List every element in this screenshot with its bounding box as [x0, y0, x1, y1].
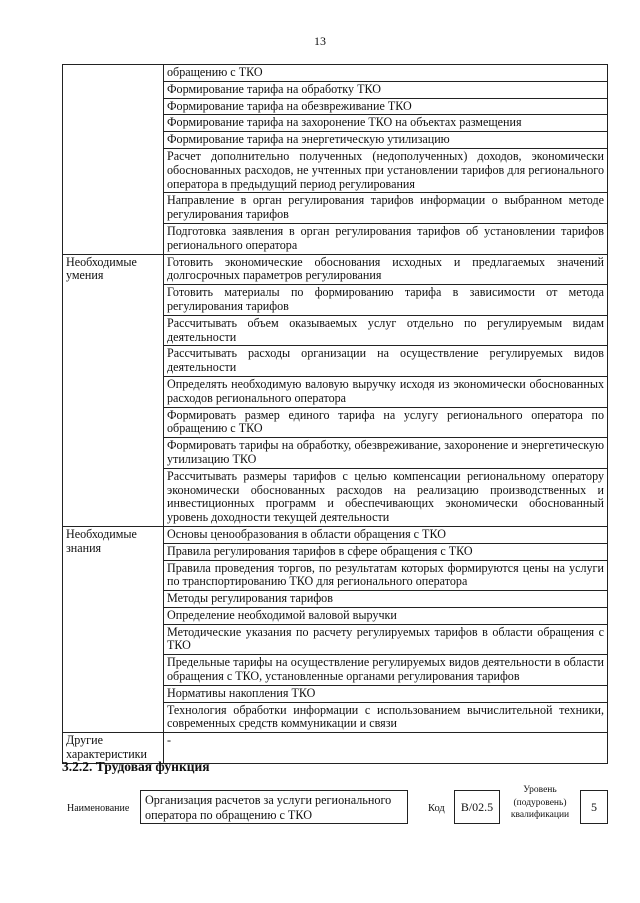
- table-cell: Формирование тарифа на захоронение ТКО на объектах размещения: [164, 115, 608, 132]
- section-heading: 3.2.2. Трудовая функция: [62, 759, 210, 774]
- level-box: 5: [580, 790, 608, 824]
- row-group-label: [63, 65, 164, 255]
- table-cell: обращению с ТКО: [164, 65, 608, 82]
- row-group-label: Необходимые знания: [63, 526, 164, 732]
- table-cell: Формирование тарифа на обезвреживание ТКО: [164, 98, 608, 115]
- table-cell: Подготовка заявления в орган регулирования тарифов об установлении тарифов регионального оператора: [164, 223, 608, 254]
- labor-function-row: [62, 785, 608, 830]
- table-cell: Формировать размер единого тарифа на услугу регионального оператора по обращению с ТКО: [164, 407, 608, 438]
- name-label: Наименование: [67, 803, 130, 814]
- table-cell: Предельные тарифы на осуществление регулируемых видов деятельности в области обращения с ТКО, установленные органами регулирования тарифов: [164, 655, 608, 686]
- table-row: [63, 65, 608, 82]
- function-name-box: Организация расчетов за услуги регионального оператора по обращению с ТКО: [140, 790, 408, 824]
- table-cell: -: [164, 733, 608, 764]
- table-cell: Формировать тарифы на обработку, обезвреживание, захоронение и энергетическую утилизацию ТКО: [164, 438, 608, 469]
- table-row: [63, 254, 608, 285]
- table-cell: Готовить экономические обоснования исходных и предлагаемых значений долгосрочных параметров регулирования: [164, 254, 608, 285]
- table-cell: Нормативы накопления ТКО: [164, 685, 608, 702]
- competency-table: [62, 64, 608, 764]
- table-cell: Расчет дополнительно полученных (недополученных) доходов, экономически обоснованных расходов, не учтенных при установлении тарифов для регионального оператора в предыдущий период регулирования: [164, 148, 608, 192]
- table-cell: Направление в орган регулирования тарифов информации о выбранном методе регулирования тарифов: [164, 193, 608, 224]
- table-cell: Основы ценообразования в области обращения с ТКО: [164, 526, 608, 543]
- table-cell: Методы регулирования тарифов: [164, 591, 608, 608]
- code-box: B/02.5: [454, 790, 500, 824]
- table-cell: Рассчитывать размеры тарифов с целью компенсации региональному оператору экономически обоснованных расходов на реализацию производственных и инвестиционных программ и обеспечивающих экономически обоснованный уровень доходности текущей деятельности: [164, 468, 608, 526]
- table-cell: Определение необходимой валовой выручки: [164, 607, 608, 624]
- table-cell: Определять необходимую валовую выручку исходя из экономически обоснованных расходов регионального оператора: [164, 376, 608, 407]
- table-cell: Формирование тарифа на обработку ТКО: [164, 81, 608, 98]
- row-group-label: Другие характеристики: [63, 733, 164, 764]
- row-group-label: Необходимые умения: [63, 254, 164, 526]
- table-cell: Формирование тарифа на энергетическую утилизацию: [164, 132, 608, 149]
- table-cell: Готовить материалы по формированию тарифа в зависимости от метода регулирования тарифов: [164, 285, 608, 316]
- table-cell: Технология обработки информации с использованием вычислительной техники, современных средств коммуникации и связи: [164, 702, 608, 733]
- level-label-line1: Уровень: [523, 785, 557, 795]
- table-cell: Методические указания по расчету регулируемых тарифов в области обращения с ТКО: [164, 624, 608, 655]
- qualification-level-label: [506, 784, 574, 822]
- page-number: 13: [314, 34, 326, 48]
- table-cell: Правила проведения торгов, по результатам которых формируются цены на услуги по транспортированию ТКО для регионального оператора: [164, 560, 608, 591]
- code-label: Код: [428, 803, 445, 814]
- table-row: [63, 526, 608, 543]
- level-label-line2: (подуровень): [513, 797, 567, 808]
- table-cell: Рассчитывать объем оказываемых услуг отдельно по регулируемым видам деятельности: [164, 315, 608, 346]
- table-cell: Рассчитывать расходы организации на осуществление регулируемых видов деятельности: [164, 346, 608, 377]
- table-cell: Правила регулирования тарифов в сфере обращения с ТКО: [164, 543, 608, 560]
- level-label-line3: квалификации: [510, 810, 570, 820]
